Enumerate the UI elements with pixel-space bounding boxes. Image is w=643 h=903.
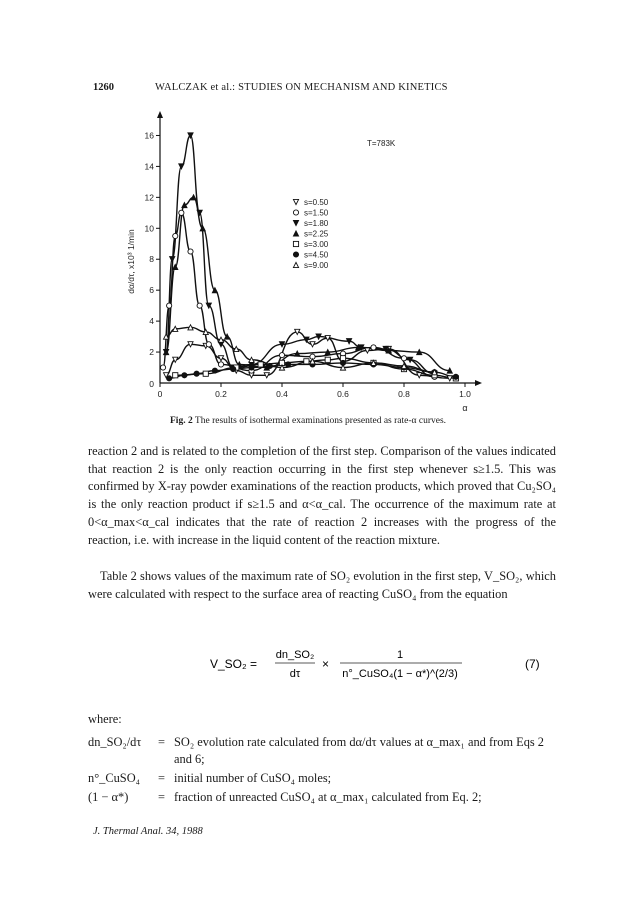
y-tick-label: 12 [144, 192, 154, 203]
data-point-s5 [286, 362, 291, 367]
data-point-s4 [258, 362, 263, 367]
x-tick-label: 0.4 [276, 389, 288, 399]
paragraph-2 [88, 568, 556, 603]
chart-legend [293, 198, 328, 270]
data-point-s1 [179, 210, 184, 215]
figure-caption [170, 416, 446, 426]
y-tick-label: 10 [144, 223, 154, 234]
y-tick-label: 6 [149, 285, 154, 296]
data-point-s5 [167, 376, 172, 381]
definition-symbol: (1 − α*) [88, 790, 129, 804]
temperature-annotation: T=783K [367, 139, 396, 148]
definition-row [88, 734, 558, 768]
journal-footer: J. Thermal Anal. 34, 1988 [93, 826, 203, 837]
data-point-s1 [279, 353, 284, 358]
legend-marker-5 [293, 252, 298, 257]
caption-text: The results of isothermal examinations presented as rate-α curves. [194, 416, 447, 426]
data-point-s1 [167, 303, 172, 308]
data-point-s5 [249, 365, 254, 370]
definition-row [88, 789, 558, 806]
rate-alpha-chart [120, 110, 520, 415]
data-point-s5 [194, 371, 199, 376]
y-zero-label: 0 [149, 379, 154, 389]
data-point-s5 [231, 366, 236, 371]
legend-label-5: s=4.50 [304, 250, 329, 260]
x-tick-label: 0.6 [337, 389, 349, 399]
page-number: 1260 [93, 82, 114, 93]
eq-lhs: V_SO₂ = [210, 657, 258, 671]
definition-equals: = [158, 771, 165, 785]
definition-text: initial number of CuSO₄ moles; [174, 771, 332, 785]
x-axis-arrow [475, 380, 482, 386]
definition-row [88, 770, 558, 787]
x-tick-label: 0 [157, 389, 163, 399]
caption-label: Fig. 2 [170, 416, 193, 426]
paragraph-1-text: reaction 2 and is related to the completion of the first step. Comparison of the values indicated that reaction 2 is the only reaction occurring in the first step whenever s≥1.5. This was confirmed by X-ray powder examinations of the reaction products, which proved that Cu₂SO₄ is the only reaction product if s≥1.5 and α<α_cal. The occurrence of the maximum rate at 0<α_max<α_cal indicates that the rate of reaction 2 increases with the progress of the reaction, i.e. with increase in the liquid content of the reaction mixture. [88, 444, 556, 547]
legend-label-6: s=9.00 [304, 261, 329, 270]
legend-label-0: s=0.50 [304, 198, 329, 207]
definition-text: fraction of unreacted CuSO₄ at α_max₁ calculated from Eq. 2; [174, 790, 482, 804]
where-label: where: [88, 712, 122, 726]
data-point-s5 [182, 373, 187, 378]
data-point-s1 [160, 365, 165, 370]
legend-label-2: s=1.80 [304, 219, 329, 228]
y-tick-label: 16 [144, 130, 154, 141]
legend-marker-2 [293, 220, 298, 225]
paragraph-1 [88, 443, 556, 549]
figure-2 [120, 110, 520, 415]
legend-marker-1 [293, 210, 298, 215]
y-tick-label: 14 [144, 161, 154, 172]
eq-frac2-num: 1 [396, 649, 404, 661]
data-point-s1 [206, 342, 211, 347]
y-tick-label: 8 [149, 254, 154, 265]
definitions-list [88, 734, 558, 808]
definition-text: SO₂ evolution rate calculated from dα/dτ values at α_max₁ and from Eqs 2 and 6; [174, 735, 545, 766]
data-point-s1 [218, 362, 223, 367]
eq-times: × [322, 657, 330, 671]
equation-7 [200, 638, 550, 688]
legend-marker-6 [293, 262, 298, 267]
legend-label-1: s=1.50 [304, 208, 329, 218]
data-point-s1 [371, 345, 376, 350]
data-point-s1 [188, 249, 193, 254]
legend-label-3: s=2.25 [304, 229, 329, 239]
data-point-s5 [212, 368, 217, 373]
legend-marker-3 [293, 231, 298, 236]
data-point-s4 [325, 357, 330, 362]
eq-frac2-den: n°_CuSO₄(1 − α*)^(2/3) [342, 668, 458, 680]
legend-marker-4 [293, 241, 298, 246]
running-head: WALCZAK et al.: STUDIES ON MECHANISM AND KINETICS [155, 82, 448, 93]
legend-label-4: s=3.00 [304, 240, 329, 249]
x-tick-label: 0.2 [215, 389, 227, 399]
data-point-s1 [197, 303, 202, 308]
y-axis-arrow [157, 111, 163, 118]
data-point-s4 [203, 371, 208, 376]
y-tick-label: 2 [149, 347, 154, 358]
data-point-s2 [179, 164, 184, 169]
x-tick-label: 1.0 [459, 389, 471, 399]
definition-equals: = [158, 735, 165, 749]
data-point-s5 [267, 363, 272, 368]
eq-number: (7) [525, 657, 540, 671]
data-point-s1 [401, 356, 406, 361]
page-header [93, 82, 553, 96]
data-point-s2 [170, 257, 175, 262]
data-point-s1 [173, 233, 178, 238]
legend-marker-0 [293, 199, 298, 204]
x-tick-label: 0.8 [398, 389, 410, 399]
series-curve-1 [163, 213, 434, 377]
eq-frac1-den: dτ [289, 668, 301, 680]
data-point-s4 [304, 359, 309, 364]
definition-equals: = [158, 790, 165, 804]
eq-frac1-num: dn_SO₂ [275, 649, 315, 661]
x-axis-label: α [462, 403, 468, 413]
y-tick-label: 4 [149, 316, 154, 327]
definition-symbol: dn_SO₂/dτ [88, 735, 142, 749]
data-point-s5 [453, 374, 458, 379]
y-axis-label: dα/dτ, x10³ 1/min [126, 229, 136, 294]
paragraph-2-text: Table 2 shows values of the maximum rate of SO₂ evolution in the first step, V_SO₂, which were calculated with respect to the surface area of reacting CuSO₄ from the equation [88, 569, 556, 601]
definition-symbol: n°_CuSO₄ [88, 771, 140, 785]
data-point-s4 [173, 373, 178, 378]
